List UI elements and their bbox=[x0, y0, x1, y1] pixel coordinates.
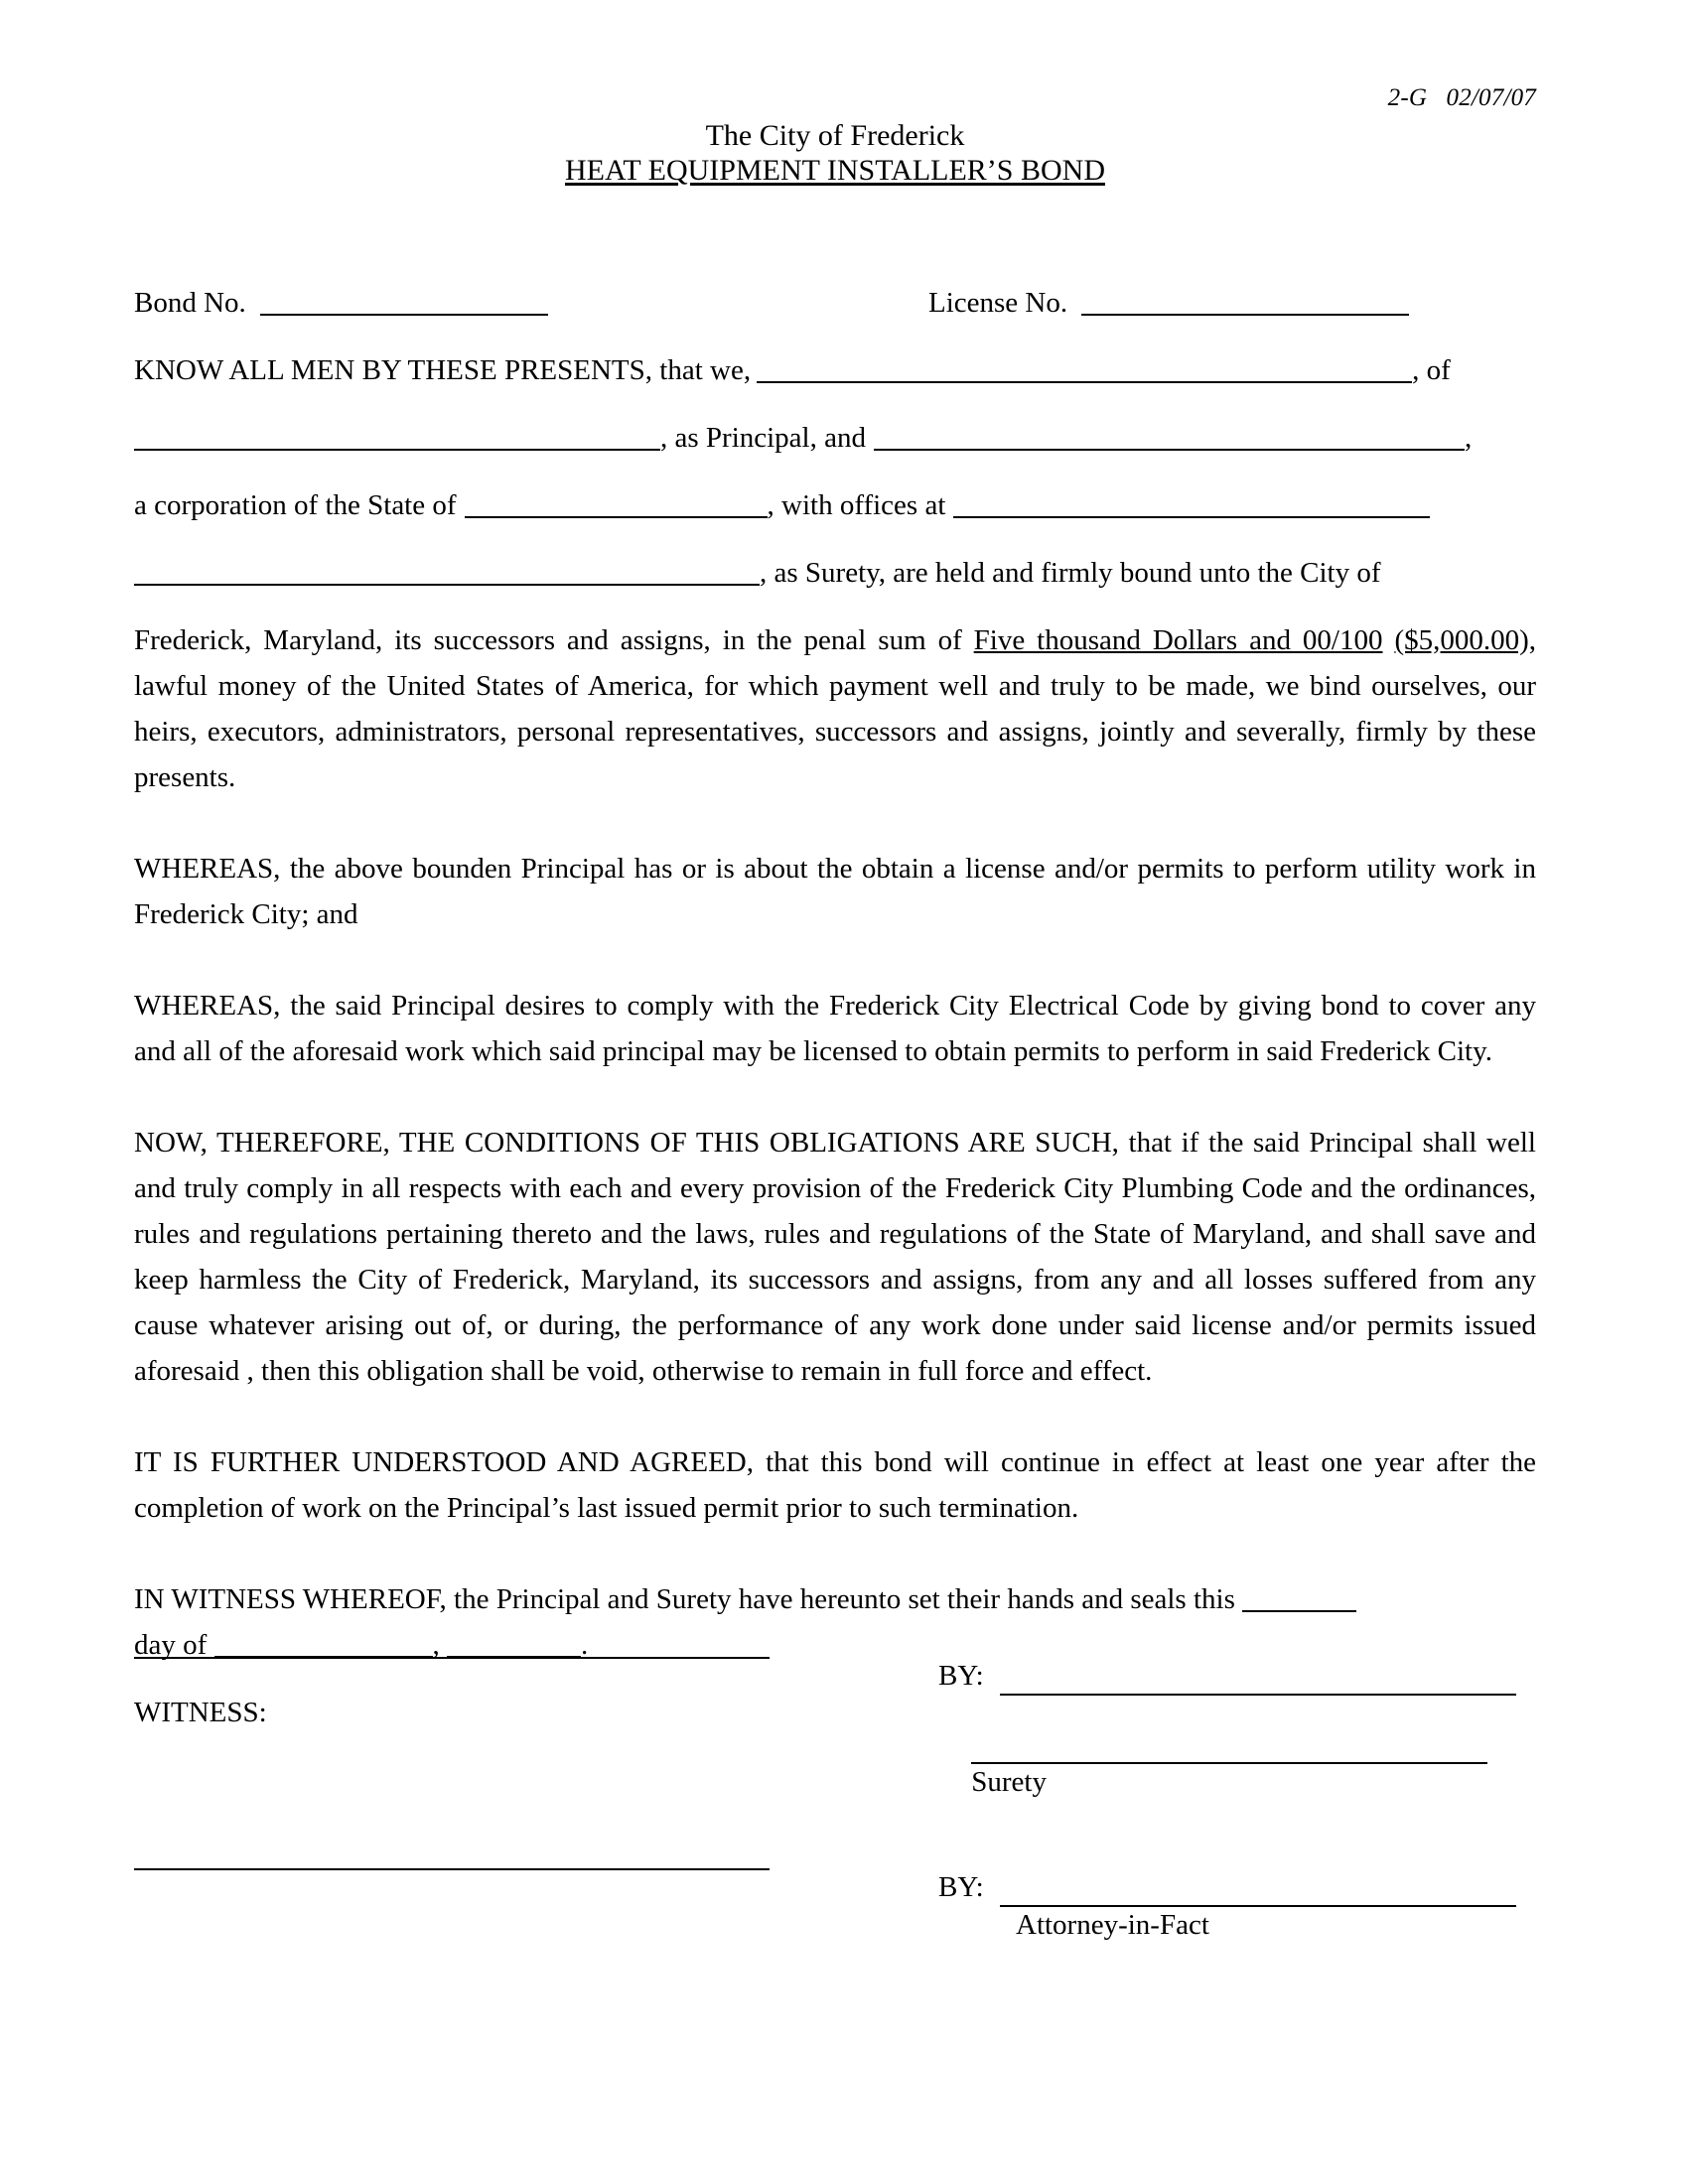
penal-sum-amount-words: Five thousand Dollars and 00/100 bbox=[973, 624, 1383, 656]
spacer bbox=[134, 461, 1536, 482]
spacer bbox=[134, 528, 1536, 550]
now-therefore-paragraph: NOW, THEREFORE, THE CONDITIONS OF THIS OBLIGATIONS ARE SUCH, that if the said Principal shall well and truly comply in all respects with each and every provision of the Frederick City Plumbing Code and the ordinances, rules and regulations pertaining thereto and the laws, rules and regulations of the State of Maryland, and shall save and keep harmless the City of Frederick, Maryland, its successors and assigns, from any and all losses suffered from any cause whatever arising out of, or during, the performance of any work done under said license and/or permits issued aforesaid , then this obligation shall be void, otherwise to remain in full force and effect. bbox=[134, 1127, 1536, 1387]
in-witness-whereof-row bbox=[134, 1576, 1536, 1622]
spacer bbox=[134, 596, 1536, 617]
witness-signature-line-1[interactable] bbox=[134, 1656, 770, 1659]
surety-printed-block bbox=[894, 1761, 1536, 1800]
day-of-label: day of bbox=[134, 1629, 208, 1661]
document-title-block bbox=[134, 119, 1536, 189]
day-number-blank[interactable] bbox=[1242, 1582, 1356, 1612]
as-principal-and-label: , as Principal, and bbox=[660, 422, 866, 454]
corporation-state-row bbox=[134, 482, 1536, 528]
by-label-attorney: BY: bbox=[938, 1871, 984, 1903]
principal-name-blank[interactable] bbox=[757, 353, 1412, 383]
witness-signature-block-1 bbox=[134, 1656, 938, 1696]
document-body bbox=[134, 280, 1536, 1735]
know-all-men-lead: KNOW ALL MEN BY THESE PRESENTS, that we, bbox=[134, 354, 752, 386]
title-organization: The City of Frederick bbox=[705, 119, 965, 152]
witness-signature-line-2[interactable] bbox=[134, 1867, 770, 1870]
know-all-men-tail: , of bbox=[1412, 354, 1451, 386]
spacer bbox=[134, 1074, 1536, 1120]
spacer bbox=[134, 1531, 1536, 1576]
with-offices-at-label: , with offices at bbox=[767, 489, 946, 521]
signature-row-1 bbox=[134, 1656, 1536, 1696]
further-understood-paragraph: IT IS FURTHER UNDERSTOOD AND AGREED, that this bond will continue in effect at least one year after the completion of work on the Principal’s last issued permit prior to such termination. bbox=[134, 1446, 1536, 1524]
spacer bbox=[134, 800, 1536, 846]
surety-name-blank[interactable] bbox=[874, 421, 1465, 451]
witness-signature-block-2 bbox=[134, 1867, 938, 1943]
witness-label: WITNESS: bbox=[134, 1697, 267, 1728]
spacer bbox=[134, 393, 1536, 415]
principal-row-tail: , bbox=[1464, 422, 1473, 454]
whereas-paragraph-1: WHEREAS, the above bounden Principal has or is about the obtain a license and/or permits to perform utility work in Frederick City; and bbox=[134, 853, 1536, 930]
day-of-period: . bbox=[581, 1629, 589, 1661]
know-all-men-row bbox=[134, 347, 1536, 393]
surety-label: Surety bbox=[971, 1766, 1047, 1798]
attorney-signature-block bbox=[938, 1867, 1536, 1943]
corporation-state-label: a corporation of the State of bbox=[134, 489, 457, 521]
month-blank[interactable] bbox=[214, 1628, 433, 1658]
day-of-comma: , bbox=[432, 1629, 440, 1661]
surety-address-blank[interactable] bbox=[134, 556, 760, 586]
penal-sum-paragraph bbox=[134, 617, 1536, 800]
revision-code: 2-G 02/07/07 bbox=[1387, 84, 1536, 111]
surety-signature-block bbox=[938, 1656, 1536, 1696]
principal-address-blank[interactable] bbox=[134, 421, 660, 451]
title-form-name: HEAT EQUIPMENT INSTALLER’S BOND bbox=[565, 154, 1105, 187]
license-no-blank[interactable] bbox=[1081, 286, 1409, 316]
whereas-paragraph-2: WHEREAS, the said Principal desires to comply with the Frederick City Electrical Code by giving bond to cover any and all of the aforesaid work which said principal may be licensed to obtain permits to perform in said Frederick City. bbox=[134, 990, 1536, 1067]
bond-no-label: Bond No. bbox=[134, 287, 246, 319]
spacer bbox=[134, 937, 1536, 983]
year-blank[interactable] bbox=[447, 1628, 581, 1658]
penal-sum-tail: lawful money of the United States of America, for which payment well and truly to be made, we bind ourselves, our heirs, executors, administrators, personal representatives, successors and assigns, jointly and severally, firmly by these presents. bbox=[134, 670, 1536, 793]
penal-sum-lead: Frederick, Maryland, its successors and assigns, in the penal sum of bbox=[134, 624, 962, 656]
attorney-label: Attorney-in-Fact bbox=[1016, 1909, 1209, 1941]
spacer-left-1 bbox=[134, 1761, 894, 1800]
offices-address-blank[interactable] bbox=[953, 488, 1430, 518]
penal-sum-amount-numeric: ($5,000.00), bbox=[1394, 624, 1537, 656]
spacer bbox=[134, 1394, 1536, 1439]
bond-no-field-group bbox=[134, 280, 928, 326]
license-no-field-group bbox=[928, 280, 1409, 326]
as-surety-tail: , as Surety, are held and firmly bound unto the City of bbox=[760, 557, 1381, 589]
surety-signature-line[interactable] bbox=[1000, 1693, 1516, 1696]
in-witness-lead: IN WITNESS WHEREOF, the Principal and Surety have hereunto set their hands and seals this bbox=[134, 1583, 1235, 1615]
signature-row-2 bbox=[134, 1867, 1536, 1943]
state-blank[interactable] bbox=[465, 488, 768, 518]
bond-no-blank[interactable] bbox=[260, 286, 548, 316]
principal-surety-row bbox=[134, 415, 1536, 461]
spacer bbox=[134, 326, 1536, 347]
license-no-label: License No. bbox=[928, 287, 1068, 319]
surety-name-row bbox=[134, 1761, 1536, 1800]
signature-area bbox=[134, 1656, 1536, 1943]
surety-bound-row bbox=[134, 550, 1536, 596]
bond-license-row bbox=[134, 280, 1536, 326]
by-label-surety: BY: bbox=[938, 1660, 984, 1692]
